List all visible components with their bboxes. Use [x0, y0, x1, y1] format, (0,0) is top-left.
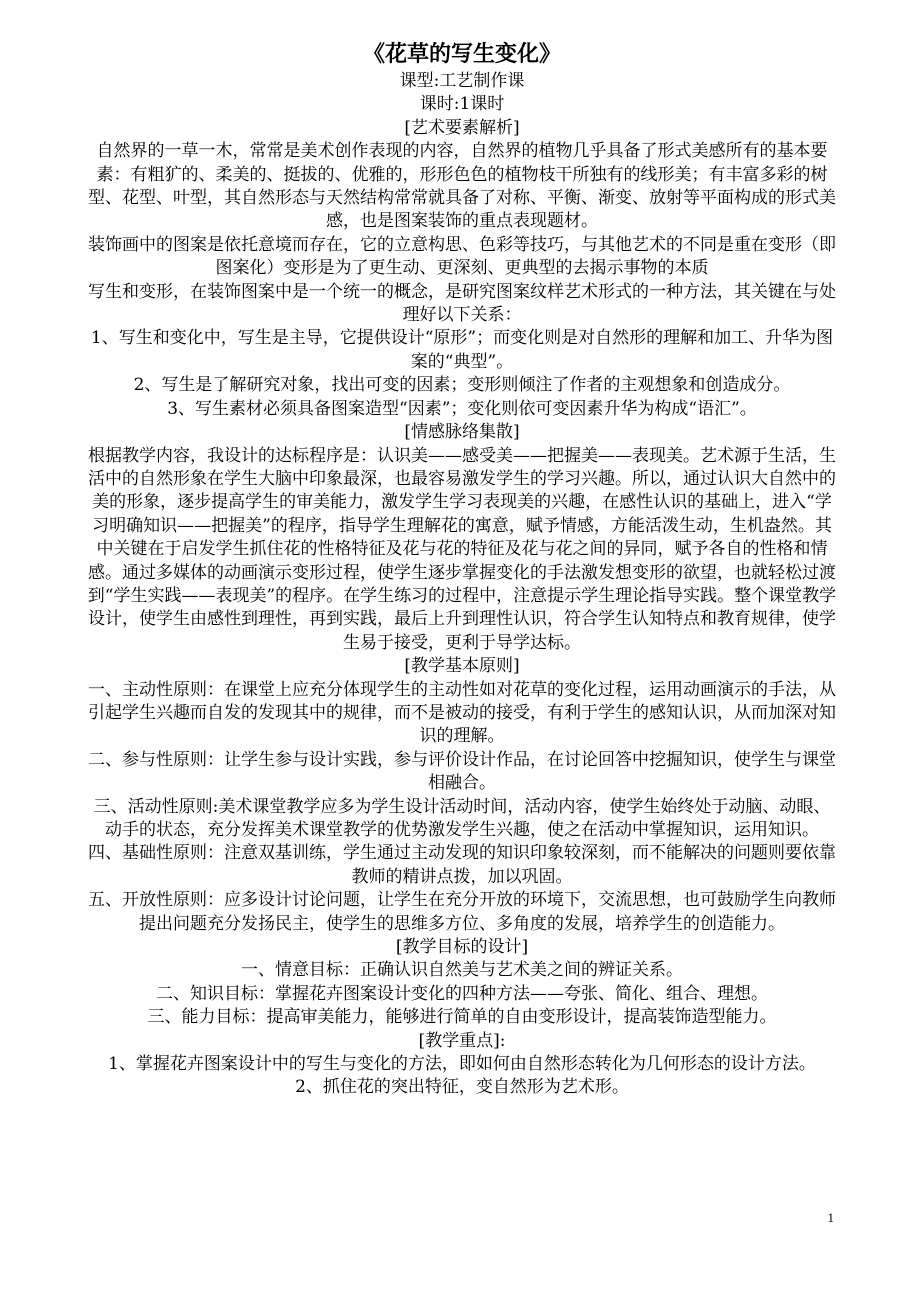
paragraph: 根据教学内容，我设计的达标程序是：认识美——感受美——把握美——表现美。艺术源于生活，生活中的自然形象在学生大脑中印象最深，也最容易激发学生的学习兴趣。所以，通过认识大自然中的美的形象，逐步提高学生的审美能力，激发学生学习表现美的兴趣，在感性认识的基础上，进入“学习明确知识——把握美”的程序，指导学生理解花的寓意，赋予情感，方能活泼生动，生机盎然。其中关键在于启发学生抓住花的性格特征及花与花的特征及花与花之间的异同，赋予各自的性格和情感。通过多媒体的动画演示变形过程，使学生逐步掌握变化的手法激发想变形的欲望，也就轻松过渡到“学生实践——表现美”的程序。在学生练习的过程中，注意提示学生理论指导实践。整个课堂教学设计，使学生由感性到理性，再到实践，最后上升到理性认识，符合学生认知特点和教育规律，使学生易于接受，更利于导学达标。 [87, 445, 837, 653]
paragraph: 二、知识目标：掌握花卉图案设计变化的四种方法——夸张、简化、组合、理想。 [156, 983, 768, 1004]
paragraph: 2、写生是了解研究对象，找出可变的因素；变形则倾注了作者的主观想象和创造成分。 [133, 375, 791, 396]
page-number: 1 [827, 1210, 834, 1225]
section-objectives [86, 936, 838, 1030]
paragraph: 三、能力目标：提高审美能力，能够进行简单的自由变形设计，提高装饰造型能力。 [147, 1007, 777, 1028]
paragraph: 装饰画中的图案是依托意境而存在，它的立意构思、色彩等技巧，与其他艺术的不同是重在变形（即图案化）变形是为了更生动、更深刻、更典型的去揭示事物的本质 [88, 234, 836, 279]
paragraph: 一、情意目标：正确认识自然美与艺术美之间的辨证关系。 [241, 960, 683, 981]
document-title: 《花草的写生变化》 [362, 42, 561, 67]
paragraph: 1、掌握花卉图案设计中的写生与变化的方法，即如何由自然形态转化为几何形态的设计方法。 [108, 1054, 816, 1075]
paragraph: 五、开放性原则：应多设计讨论问题，让学生在充分开放的环境下，交流思想，也可鼓励学生向教师提出问题充分发扬民主，使学生的思维多方位、多角度的发展，培养学生的创造能力。 [88, 890, 836, 934]
section-emotion [86, 421, 838, 655]
paragraph: 三、活动性原则:美术课堂教学应多为学生设计活动时间，活动内容，使学生始终处于动脑、动眼、动手的状态，充分发挥美术课堂教学的优势激发学生兴趣，使之在活动中掌握知识，运用知识。 [93, 796, 831, 840]
lesson-type: 课型:工艺制作课 [399, 71, 525, 91]
section-art-elements [86, 117, 838, 421]
paragraph: 自然界的一草一木，常常是美术创作表现的内容，自然界的植物几乎具备了形式美感所有的基本要素：有粗犷的、柔美的、挺拔的、优雅的，形形色色的植物枝干所独有的线形美；有丰富多彩的树型、花型、叶型，其自然形态与天然结构常常就具备了对称、平衡、渐变、放射等平面构成的形式美感，也是图案装饰的重点表现题材。 [88, 141, 836, 232]
section-heading: [教学目标的设计] [395, 937, 529, 958]
paragraph: 二、参与性原则：让学生参与设计实践，参与评价设计作品，在讨论回答中挖掘知识，使学生与课堂相融合。 [88, 749, 836, 794]
paragraph: 1、写生和变化中，写生是主导，它提供设计“原形”；而变化则是对自然形的理解和加工、升华为图案的“典型”。 [90, 328, 834, 372]
document-page [86, 40, 838, 1100]
paragraph: 一、主动性原则：在课堂上应充分体现学生的主动性如对花草的变化过程，运用动画演示的手法，从引起学生兴趣而自发的发现其中的规律，而不是被动的接受，有利于学生的感知认识，从而加深对知识的理解。 [88, 679, 836, 747]
paragraph: 2、抓住花的突出特征，变自然形为艺术形。 [295, 1077, 629, 1098]
section-key-points [86, 1030, 838, 1100]
lesson-hours: 课时:1课时 [419, 94, 505, 115]
section-heading: [艺术要素解析] [404, 117, 520, 138]
section-heading: [教学基本原则] [404, 656, 520, 677]
paragraph: 四、基础性原则：注意双基训练，学生通过主动发现的知识印象较深刻，而不能解决的问题则要依靠教师的精讲点拨，加以巩固。 [88, 843, 836, 887]
section-principles [86, 655, 838, 936]
paragraph: 3、写生素材必须具备图案造型“因素”；变化则依可变因素升华为构成“语汇”。 [167, 398, 757, 419]
section-heading: [教学重点]: [418, 1030, 506, 1051]
paragraph: 写生和变形，在装饰图案中是一个统一的概念，是研究图案纹样艺术形式的一种方法，其关键在与处理好以下关系： [88, 281, 836, 326]
section-heading: [情感脉络集散] [404, 422, 520, 443]
